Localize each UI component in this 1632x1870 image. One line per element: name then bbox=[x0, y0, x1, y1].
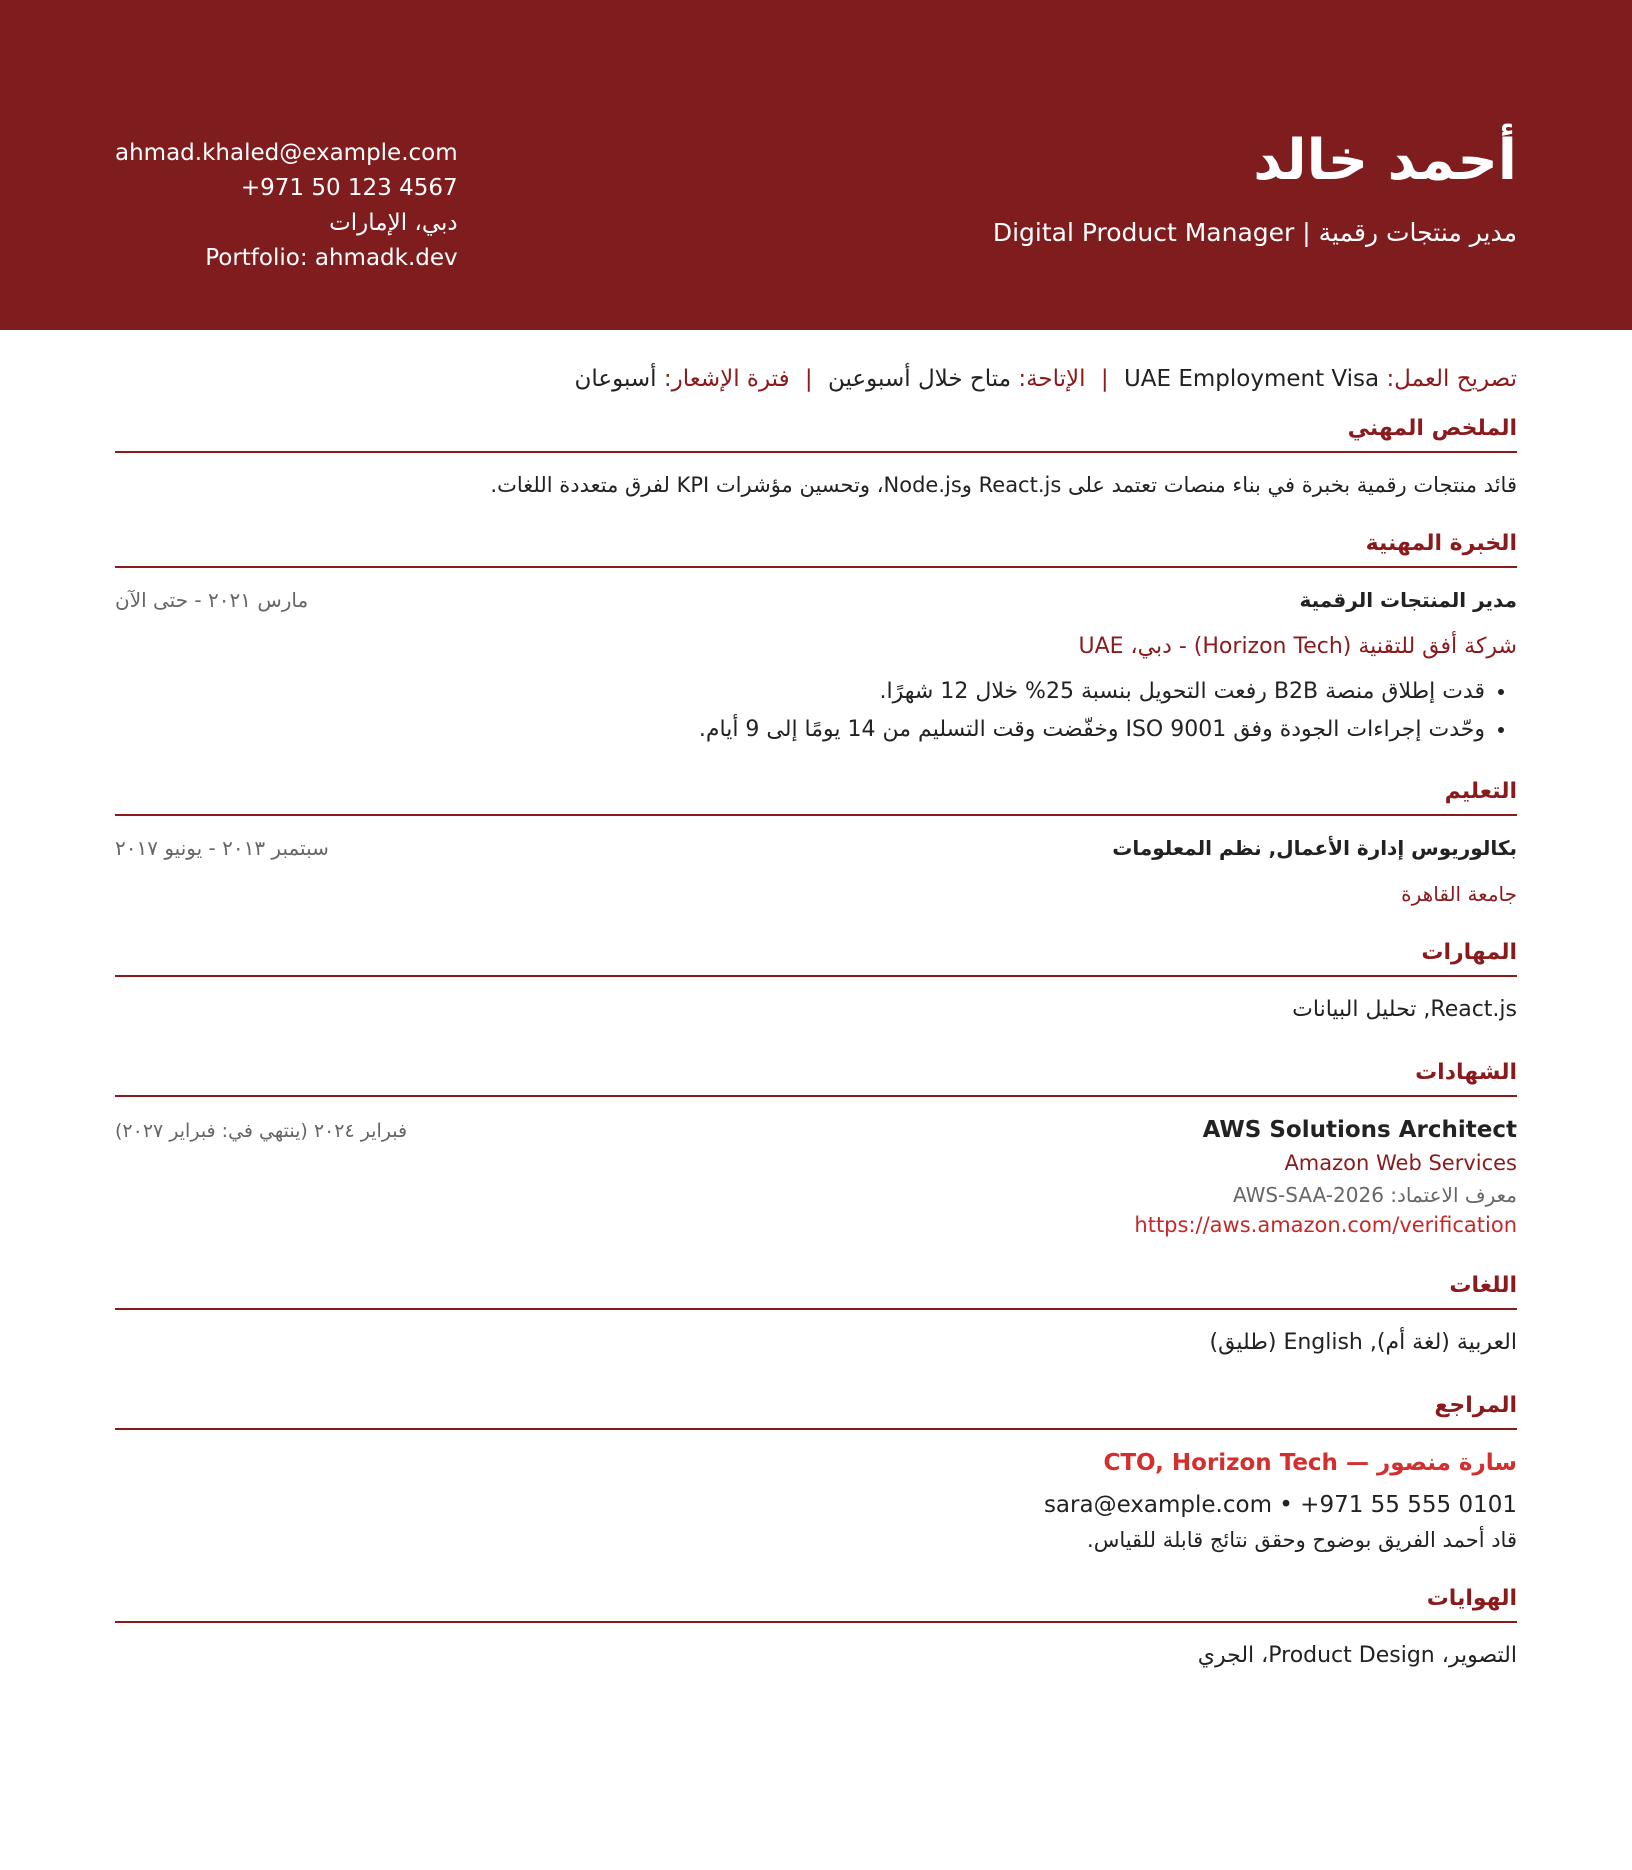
experience-item bbox=[115, 588, 1517, 612]
languages-text: العربية (لغة أم), English (طليق) bbox=[1209, 1330, 1517, 1355]
education-degree: بكالوريوس إدارة الأعمال, نظم المعلومات bbox=[1112, 836, 1517, 860]
contact-email[interactable]: ahmad.khaled@example.com bbox=[115, 140, 458, 166]
certification-link[interactable]: https://aws.amazon.com/verification bbox=[1134, 1213, 1517, 1237]
certification-id-label: معرف الاعتماد: bbox=[1390, 1183, 1517, 1207]
candidate-name: أحمد خالد bbox=[1253, 128, 1517, 193]
education-heading: التعليم bbox=[115, 779, 1517, 816]
education-section bbox=[115, 779, 1517, 906]
resume-content bbox=[115, 366, 1517, 1668]
contact-location: دبي، الإمارات bbox=[329, 210, 458, 236]
work-permit-value: UAE Employment Visa bbox=[1123, 366, 1380, 392]
summary-text: قائد منتجات رقمية بخبرة في بناء منصات تعتمد على React.js وNode.js، وتحسين مؤشرات KPI لفرق متعددة اللغات. bbox=[490, 473, 1517, 497]
education-school: جامعة القاهرة bbox=[1401, 882, 1517, 906]
experience-section bbox=[115, 531, 1517, 749]
certification-id bbox=[115, 1183, 1517, 1207]
education-item bbox=[115, 836, 1517, 860]
title-arabic: مدير منتجات رقمية bbox=[1318, 218, 1517, 247]
skills-section bbox=[115, 940, 1517, 1022]
references-section bbox=[115, 1393, 1517, 1552]
certifications-heading: الشهادات bbox=[115, 1060, 1517, 1097]
hobbies-heading: الهوايات bbox=[115, 1586, 1517, 1623]
availability-label: الإتاحة: bbox=[1018, 366, 1086, 392]
reference-note: قاد أحمد الفريق بوضوح وحقق نتائج قابلة للقياس. bbox=[1087, 1528, 1517, 1552]
experience-bullet: • قدت إطلاق منصة B2B رفعت التحويل بنسبة 25% خلال 12 شهرًا. bbox=[115, 673, 1485, 711]
candidate-title bbox=[993, 218, 1517, 247]
experience-bullets bbox=[115, 673, 1517, 749]
certifications-section bbox=[115, 1060, 1517, 1237]
summary-heading: الملخص المهني bbox=[115, 416, 1517, 453]
title-english: Digital Product Manager bbox=[992, 218, 1295, 247]
education-dates: سبتمبر ٢٠١٣ - يونيو ٢٠١٧ bbox=[115, 836, 329, 860]
experience-dates: مارس ٢٠٢١ - حتى الآن bbox=[115, 588, 309, 612]
availability-line bbox=[115, 366, 1517, 392]
languages-section bbox=[115, 1273, 1517, 1355]
meta-separator: | bbox=[1100, 366, 1109, 392]
reference-name: سارة منصور — CTO, Horizon Tech bbox=[1103, 1450, 1517, 1476]
experience-company: شركة أفق للتقنية (Horizon Tech) - دبي، UAE bbox=[1078, 634, 1517, 659]
hobbies-section bbox=[115, 1586, 1517, 1668]
contact-portfolio[interactable]: Portfolio: ahmadk.dev bbox=[205, 245, 458, 271]
skills-text: React.js, تحليل البيانات bbox=[1292, 997, 1517, 1022]
certification-dates: فبراير ٢٠٢٤ (ينتهي في: فبراير ٢٠٢٧) bbox=[115, 1120, 408, 1142]
references-heading: المراجع bbox=[115, 1393, 1517, 1430]
meta-separator: | bbox=[804, 366, 813, 392]
contact-phone[interactable]: +971 50 123 4567 bbox=[240, 175, 458, 201]
certification-issuer: Amazon Web Services bbox=[1284, 1151, 1517, 1175]
experience-bullet: • وحّدت إجراءات الجودة وفق ISO 9001 وخفّضت وقت التسليم من 14 يومًا إلى 9 أيام. bbox=[115, 711, 1485, 749]
experience-heading: الخبرة المهنية bbox=[115, 531, 1517, 568]
notice-value: أسبوعان bbox=[574, 366, 657, 392]
title-separator: | bbox=[1302, 218, 1311, 247]
certification-name: AWS Solutions Architect bbox=[1202, 1117, 1517, 1143]
languages-heading: اللغات bbox=[115, 1273, 1517, 1310]
contact-block bbox=[115, 136, 458, 276]
hobbies-text: التصوير، Product Design، الجري bbox=[1197, 1643, 1517, 1668]
certification-item bbox=[115, 1117, 1517, 1143]
availability-value: متاح خلال أسبوعين bbox=[827, 366, 1012, 392]
notice-label: فترة الإشعار: bbox=[663, 366, 790, 392]
resume-header bbox=[0, 0, 1632, 330]
work-permit-label: تصريح العمل: bbox=[1386, 366, 1517, 392]
summary-section bbox=[115, 416, 1517, 501]
certification-id-value: AWS-SAA-2026 bbox=[1232, 1183, 1384, 1207]
experience-role: مدير المنتجات الرقمية bbox=[1299, 588, 1517, 612]
skills-heading: المهارات bbox=[115, 940, 1517, 977]
reference-contact[interactable]: sara@example.com • +971 55 555 0101 bbox=[1043, 1492, 1517, 1518]
